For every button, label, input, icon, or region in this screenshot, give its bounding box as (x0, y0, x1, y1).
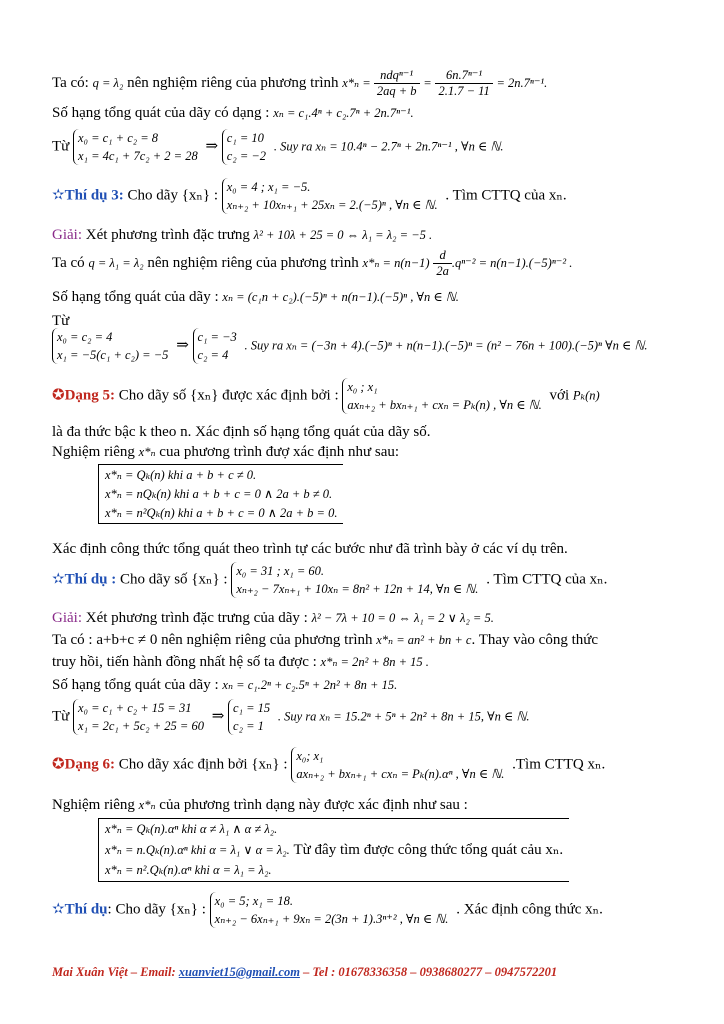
math: x*ₙ = n(n−1) (362, 255, 430, 270)
equation: xₙ₊₂ − 6xₙ₊₁ + 9xₙ = 2(3n + 1).3ⁿ⁺² , ∀n ∈ ℕ. (214, 912, 449, 927)
math: xₙ = (c₁n + c₂).(−5)ⁿ + n(n−1).(−5)ⁿ , ∀n ∈ ℕ. (222, 290, 459, 304)
math: Pₖ(n) (572, 388, 600, 403)
equation: c₂ = −2 (226, 149, 267, 164)
math: = (423, 75, 432, 90)
phone-numbers: – Tel : 01678336358 – 0938680277 – 0947572201 (299, 965, 558, 979)
implies-symbol: ⇒ (205, 138, 219, 155)
star-icon: ✫ (52, 187, 65, 204)
text-line (52, 129, 503, 165)
page-footer (52, 965, 672, 980)
math: x*ₙ = 2n² + 8n + 15 . (320, 655, 429, 669)
text-line (52, 699, 530, 735)
fraction (435, 68, 492, 99)
example-heading (52, 892, 603, 928)
star-icon: ✫ (52, 901, 65, 918)
text: Cho dãy số {xₙ} được xác định bởi : (115, 387, 343, 404)
equation: axₙ₊₂ + bxₙ₊₁ + cxₙ = Pₖ(n) , ∀n ∈ ℕ. (347, 398, 542, 413)
text-line (52, 631, 598, 650)
equation: x₀; x₁ (296, 749, 324, 763)
email-link[interactable]: xuanviet15@gmail.com (178, 965, 300, 979)
text: Từ (52, 313, 70, 329)
text: . Thay vào công thức (471, 632, 599, 648)
equation-system (222, 129, 270, 165)
text-line (52, 796, 468, 815)
text: Ta có (52, 254, 89, 271)
case-line: x*ₙ = n.Qₖ(n).αⁿ khi α = λ₁ ∨ α = λ₂. (105, 842, 290, 857)
implies-symbol: ⇒ (211, 708, 225, 725)
equation: axₙ₊₂ + bxₙ₊₁ + cxₙ = Pₖ(n).αⁿ , ∀n ∈ ℕ. (296, 767, 505, 782)
equation-system (52, 328, 172, 364)
equation-system (193, 328, 241, 364)
equation: x₁ = 4c₁ + 7c₂ + 2 = 28 (78, 149, 198, 164)
text: . Tìm CTTQ của xₙ. (445, 187, 567, 204)
cases-block (98, 464, 343, 524)
section-label: Dạng 5: (64, 387, 115, 404)
equation: c₁ = 10 (226, 131, 264, 145)
equation-system (291, 747, 508, 783)
equation: x₀ = 5; x₁ = 18. (214, 894, 293, 908)
section-label: Dạng 6: (64, 756, 115, 773)
author-name: Mai Xuân Việt – Email: (52, 965, 179, 979)
math: .qⁿ⁻² = n(n−1).(−5)ⁿ⁻² . (451, 255, 573, 270)
text: Số hạng tổng quát của dãy có dạng : (52, 105, 274, 121)
equation: xₙ₊₂ − 7xₙ₊₁ + 10xₙ = 8n² + 12n + 14, ∀n ∈ ℕ. (236, 582, 479, 597)
text-line (52, 676, 397, 695)
section-heading (52, 378, 600, 414)
equation: c₁ = 15 (233, 701, 271, 715)
text: Cho dãy {xₙ} : (123, 187, 222, 204)
text: Xác định công thức tổng quát theo trình tự các bước như đã trình bày ở các ví dụ trên. (52, 541, 568, 557)
case-line: x*ₙ = Qₖ(n).αⁿ khi α ≠ λ₁ ∧ α ≠ λ₂. (105, 822, 278, 836)
cases-bracket (98, 464, 343, 524)
star-icon: ✫ (52, 571, 65, 588)
equation: x₁ = −5(c₁ + c₂) = −5 (57, 348, 169, 363)
text: cua phương trình đượ xác định như sau: (155, 444, 400, 460)
example-heading (52, 178, 567, 214)
text: Nghiệm riêng (52, 444, 139, 460)
math: . Suy ra xₙ = (−3n + 4).(−5)ⁿ + n(n−1).(−5)ⁿ = (n² − 76n + 100).(−5)ⁿ ∀n ∈ ℕ. (244, 338, 648, 353)
text: nên nghiệm riêng của phương trình (143, 254, 363, 271)
text: Ta có: (52, 74, 93, 91)
math: xₙ = c₁.4ⁿ + c₂.7ⁿ + 2n.7ⁿ⁻¹. (273, 106, 414, 120)
solution-label: Giải: (52, 227, 82, 243)
equation: x₀ = 4 ; x₁ = −5. (226, 180, 311, 194)
example-label: Thí dụ 3: (64, 187, 124, 204)
text: Từ (52, 138, 74, 155)
equation-system (73, 129, 202, 165)
fraction (433, 248, 452, 279)
math: xₙ = c₁.2ⁿ + c₂.5ⁿ + 2n² + 8n + 15. (222, 678, 398, 692)
math: q = λ₁ = λ₂ (88, 255, 144, 270)
text-line (52, 248, 572, 279)
fraction-numerator: d (433, 248, 452, 264)
solution-label: Giải: (52, 610, 82, 626)
equation-system (73, 699, 208, 735)
equation: c₂ = 1 (233, 719, 264, 734)
equation: c₁ = −3 (197, 330, 237, 344)
section-heading (52, 747, 605, 783)
text: . Tìm CTTQ của xₙ. (486, 571, 608, 588)
text: Cho dãy số {xₙ} : (116, 571, 232, 588)
equation: x₀ = c₁ + c₂ + 15 = 31 (78, 701, 192, 715)
math: x*ₙ (138, 445, 156, 459)
case-line: x*ₙ = n².Qₖ(n).αⁿ khi α = λ₁ = λ₂. (105, 863, 272, 878)
text-line (52, 226, 432, 245)
text-line (52, 288, 459, 307)
fraction-denominator: 2.1.7 − 11 (438, 84, 490, 98)
case-line: x*ₙ = nQₖ(n) khi a + b + c = 0 ∧ 2a + b ≠ 0. (105, 486, 333, 501)
fraction-denominator: 2a (436, 264, 449, 278)
text: .Tìm CTTQ xₙ. (512, 756, 606, 773)
math: . Suy ra xₙ = 15.2ⁿ + 5ⁿ + 2n² + 8n + 15, ∀n ∈ ℕ. (277, 709, 530, 724)
math: x*ₙ (138, 798, 156, 812)
text: Nghiệm riêng (52, 797, 139, 813)
text-line (52, 328, 648, 364)
equation-system (231, 562, 482, 598)
fraction (374, 68, 420, 99)
math: λ² + 10λ + 25 = 0 ⇔ λ₁ = λ₂ = −5 . (253, 228, 433, 242)
math: x*ₙ = (342, 75, 374, 90)
text: Xét phương trình đặc trưng (82, 227, 254, 243)
equation: x₀ = c₂ = 4 (57, 330, 113, 344)
text-line (52, 653, 429, 672)
fraction-numerator: ndqⁿ⁻¹ (374, 68, 420, 84)
example-heading (52, 562, 607, 598)
math: q = λ₂ (92, 75, 124, 90)
cases-block (98, 818, 569, 882)
math: λ² − 7λ + 10 = 0 ⇔ λ₁ = 2 ∨ λ₂ = 5. (311, 611, 494, 625)
equation: x₀ ; x₁ (347, 380, 378, 394)
text: với (549, 387, 573, 404)
equation-system (210, 892, 453, 928)
text: : Cho dãy {xₙ} : (107, 901, 210, 918)
text: Xét phương trình đặc trưng của dãy : (82, 610, 312, 626)
equation: x₀ = 31 ; x₁ = 60. (236, 564, 325, 578)
text: Ta có : a+b+c ≠ 0 nên nghiệm riêng của phương trình (52, 632, 377, 648)
example-label: Thí dụ : (64, 571, 117, 588)
equation: x₁ = 2c₁ + 5c₂ + 25 = 60 (78, 719, 204, 734)
text-line (52, 609, 494, 628)
math: = 2n.7ⁿ⁻¹. (496, 75, 548, 90)
equation-system (228, 699, 274, 735)
bullet-icon: ✪ (52, 756, 65, 773)
case-line: x*ₙ = Qₖ(n) khi a + b + c ≠ 0. (105, 468, 257, 482)
text-line (52, 443, 399, 462)
text-line (52, 540, 568, 559)
text-line (52, 423, 430, 442)
bullet-icon: ✪ (52, 387, 65, 404)
text: của phương trình dạng này được xác định như sau : (155, 797, 468, 813)
text: Từ (52, 708, 74, 725)
text: là đa thức bậc k theo n. Xác định số hạng tổng quát của dãy số. (52, 424, 431, 440)
text: Số hạng tổng quát của dãy : (52, 289, 223, 305)
text-line (52, 104, 414, 123)
text: Cho dãy xác định bởi {xₙ} : (115, 756, 292, 773)
equation-system (342, 378, 545, 414)
text: truy hồi, tiến hành đồng nhất hệ số ta được : (52, 654, 321, 670)
math: x*ₙ = an² + bn + c (376, 633, 472, 647)
equation-system (222, 178, 442, 214)
math: . Suy ra xₙ = 10.4ⁿ − 2.7ⁿ + 2n.7ⁿ⁻¹ , ∀n ∈ ℕ. (273, 139, 504, 154)
cases-bracket (98, 818, 569, 882)
text: Từ đây tìm được công thức tổng quát cảu xₙ. (289, 841, 564, 858)
case-line: x*ₙ = n²Qₖ(n) khi a + b + c = 0 ∧ 2a + b = 0. (105, 505, 338, 520)
equation: xₙ₊₂ + 10xₙ₊₁ + 25xₙ = 2.(−5)ⁿ , ∀n ∈ ℕ. (226, 198, 438, 213)
example-label: Thí dụ (64, 901, 108, 918)
fraction-denominator: 2aq + b (376, 84, 417, 98)
text-line (52, 68, 547, 99)
text: . Xác định công thức xₙ. (456, 901, 603, 918)
text: nên nghiệm riêng của phương trình (123, 74, 343, 91)
equation: c₂ = 4 (197, 348, 229, 363)
equation: x₀ = c₁ + c₂ = 8 (78, 131, 159, 145)
fraction-numerator: 6n.7ⁿ⁻¹ (435, 68, 492, 84)
text: Số hạng tổng quát của dãy : (52, 677, 223, 693)
implies-symbol: ⇒ (176, 337, 189, 354)
